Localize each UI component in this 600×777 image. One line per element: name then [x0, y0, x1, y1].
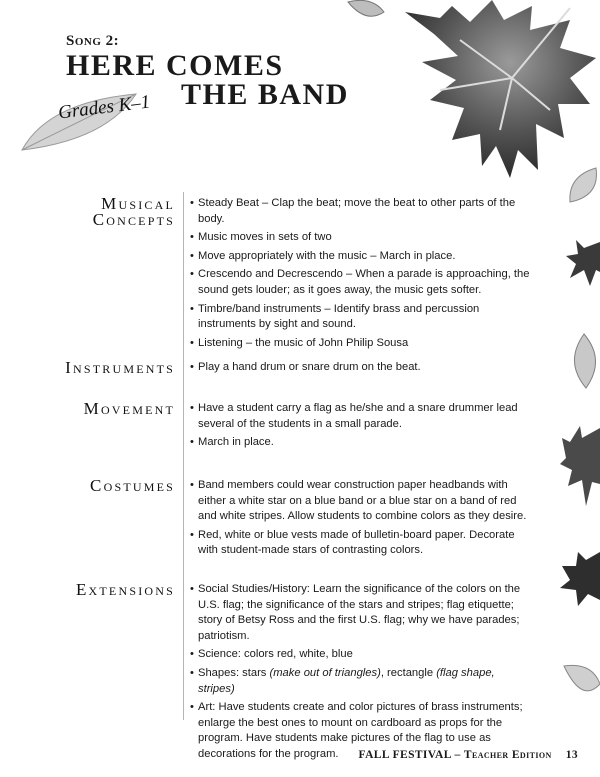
footer-title: FALL FESTIVAL: [358, 749, 452, 761]
leaf-icon: [346, 0, 386, 20]
list-item: • Crescendo and Decrescendo – When a parade is approaching, the sound gets louder; as it goes away, the music gets softer.: [190, 267, 530, 298]
list-item: • Social Studies/History: Learn the significance of the colors on the U.S. flag; the significance of the stars and stripes; flag etiquette; story of Betsy Ross and the first U.S. flag; why we have parades; patriotism.: [190, 582, 530, 644]
list-item: • Art: Have students create and color pictures of brass instruments; enlarge the best ones to mount on cardboard as props for the program. Have students make pictures of the flag to use as decorations for the program.: [190, 700, 530, 762]
song-label: Song 2:: [66, 33, 120, 49]
section-list-costumes: [190, 478, 530, 562]
section-list-extensions: [190, 582, 530, 766]
page-title-line-2: THE BAND: [181, 78, 349, 111]
page-title-line-1: HERE COMES: [66, 49, 284, 82]
maple-leaf-icon: [560, 550, 600, 610]
list-item: • Play a hand drum or snare drum on the beat.: [190, 360, 530, 376]
section-heading-musical-concepts: Musical Concepts: [92, 194, 175, 229]
maple-leaf-icon: [566, 238, 600, 288]
list-item: • Steady Beat – Clap the beat; move the beat to other parts of the body.: [190, 196, 530, 227]
maple-leaf-icon: [560, 424, 600, 508]
page-footer: FALL FESTIVAL – Teacher Edition 13: [358, 749, 578, 761]
section-heading-extensions: Extensions: [75, 580, 175, 599]
section-heading-movement: Movement: [83, 399, 175, 418]
section-list-instruments: [190, 360, 530, 379]
grade-level: Grades K–1: [57, 91, 152, 124]
list-item: • March in place.: [190, 435, 530, 451]
section-heading-instruments: Instruments: [65, 358, 175, 377]
leaf-icon: [566, 166, 600, 206]
section-heading-costumes: Costumes: [90, 476, 175, 495]
leaf-icon: [562, 660, 600, 702]
section-list-movement: [190, 401, 530, 454]
list-item: • Red, white or blue vests made of bulletin-board paper. Decorate with student-made stars of contrasting colors.: [190, 528, 530, 559]
list-item: • Timbre/band instruments – Identify brass and percussion instruments by sight and sound.: [190, 302, 530, 333]
footer-edition: Teacher Edition: [463, 749, 552, 761]
page-number: 13: [565, 749, 578, 761]
section-list-musical-concepts: [190, 196, 530, 354]
column-divider: [183, 192, 184, 720]
list-item: • Science: colors red, white, blue: [190, 647, 530, 663]
leaf-icon: [570, 332, 600, 390]
list-item: • Band members could wear construction paper headbands with either a white star on a blue band or a blue star on a band of red and white stripes. Allow students to combine colors as they desire.: [190, 478, 530, 525]
list-item: • Music moves in sets of two: [190, 230, 530, 246]
list-item: • Move appropriately with the music – March in place.: [190, 249, 530, 265]
list-item: • Listening – the music of John Philip Sousa: [190, 336, 530, 352]
maple-leaf-icon: [400, 0, 600, 178]
list-item: • Have a student carry a flag as he/she and a snare drummer lead several of the students in a small parade.: [190, 401, 530, 432]
list-item: • Shapes: stars (make out of triangles), rectangle (flag shape, stripes): [190, 666, 530, 697]
